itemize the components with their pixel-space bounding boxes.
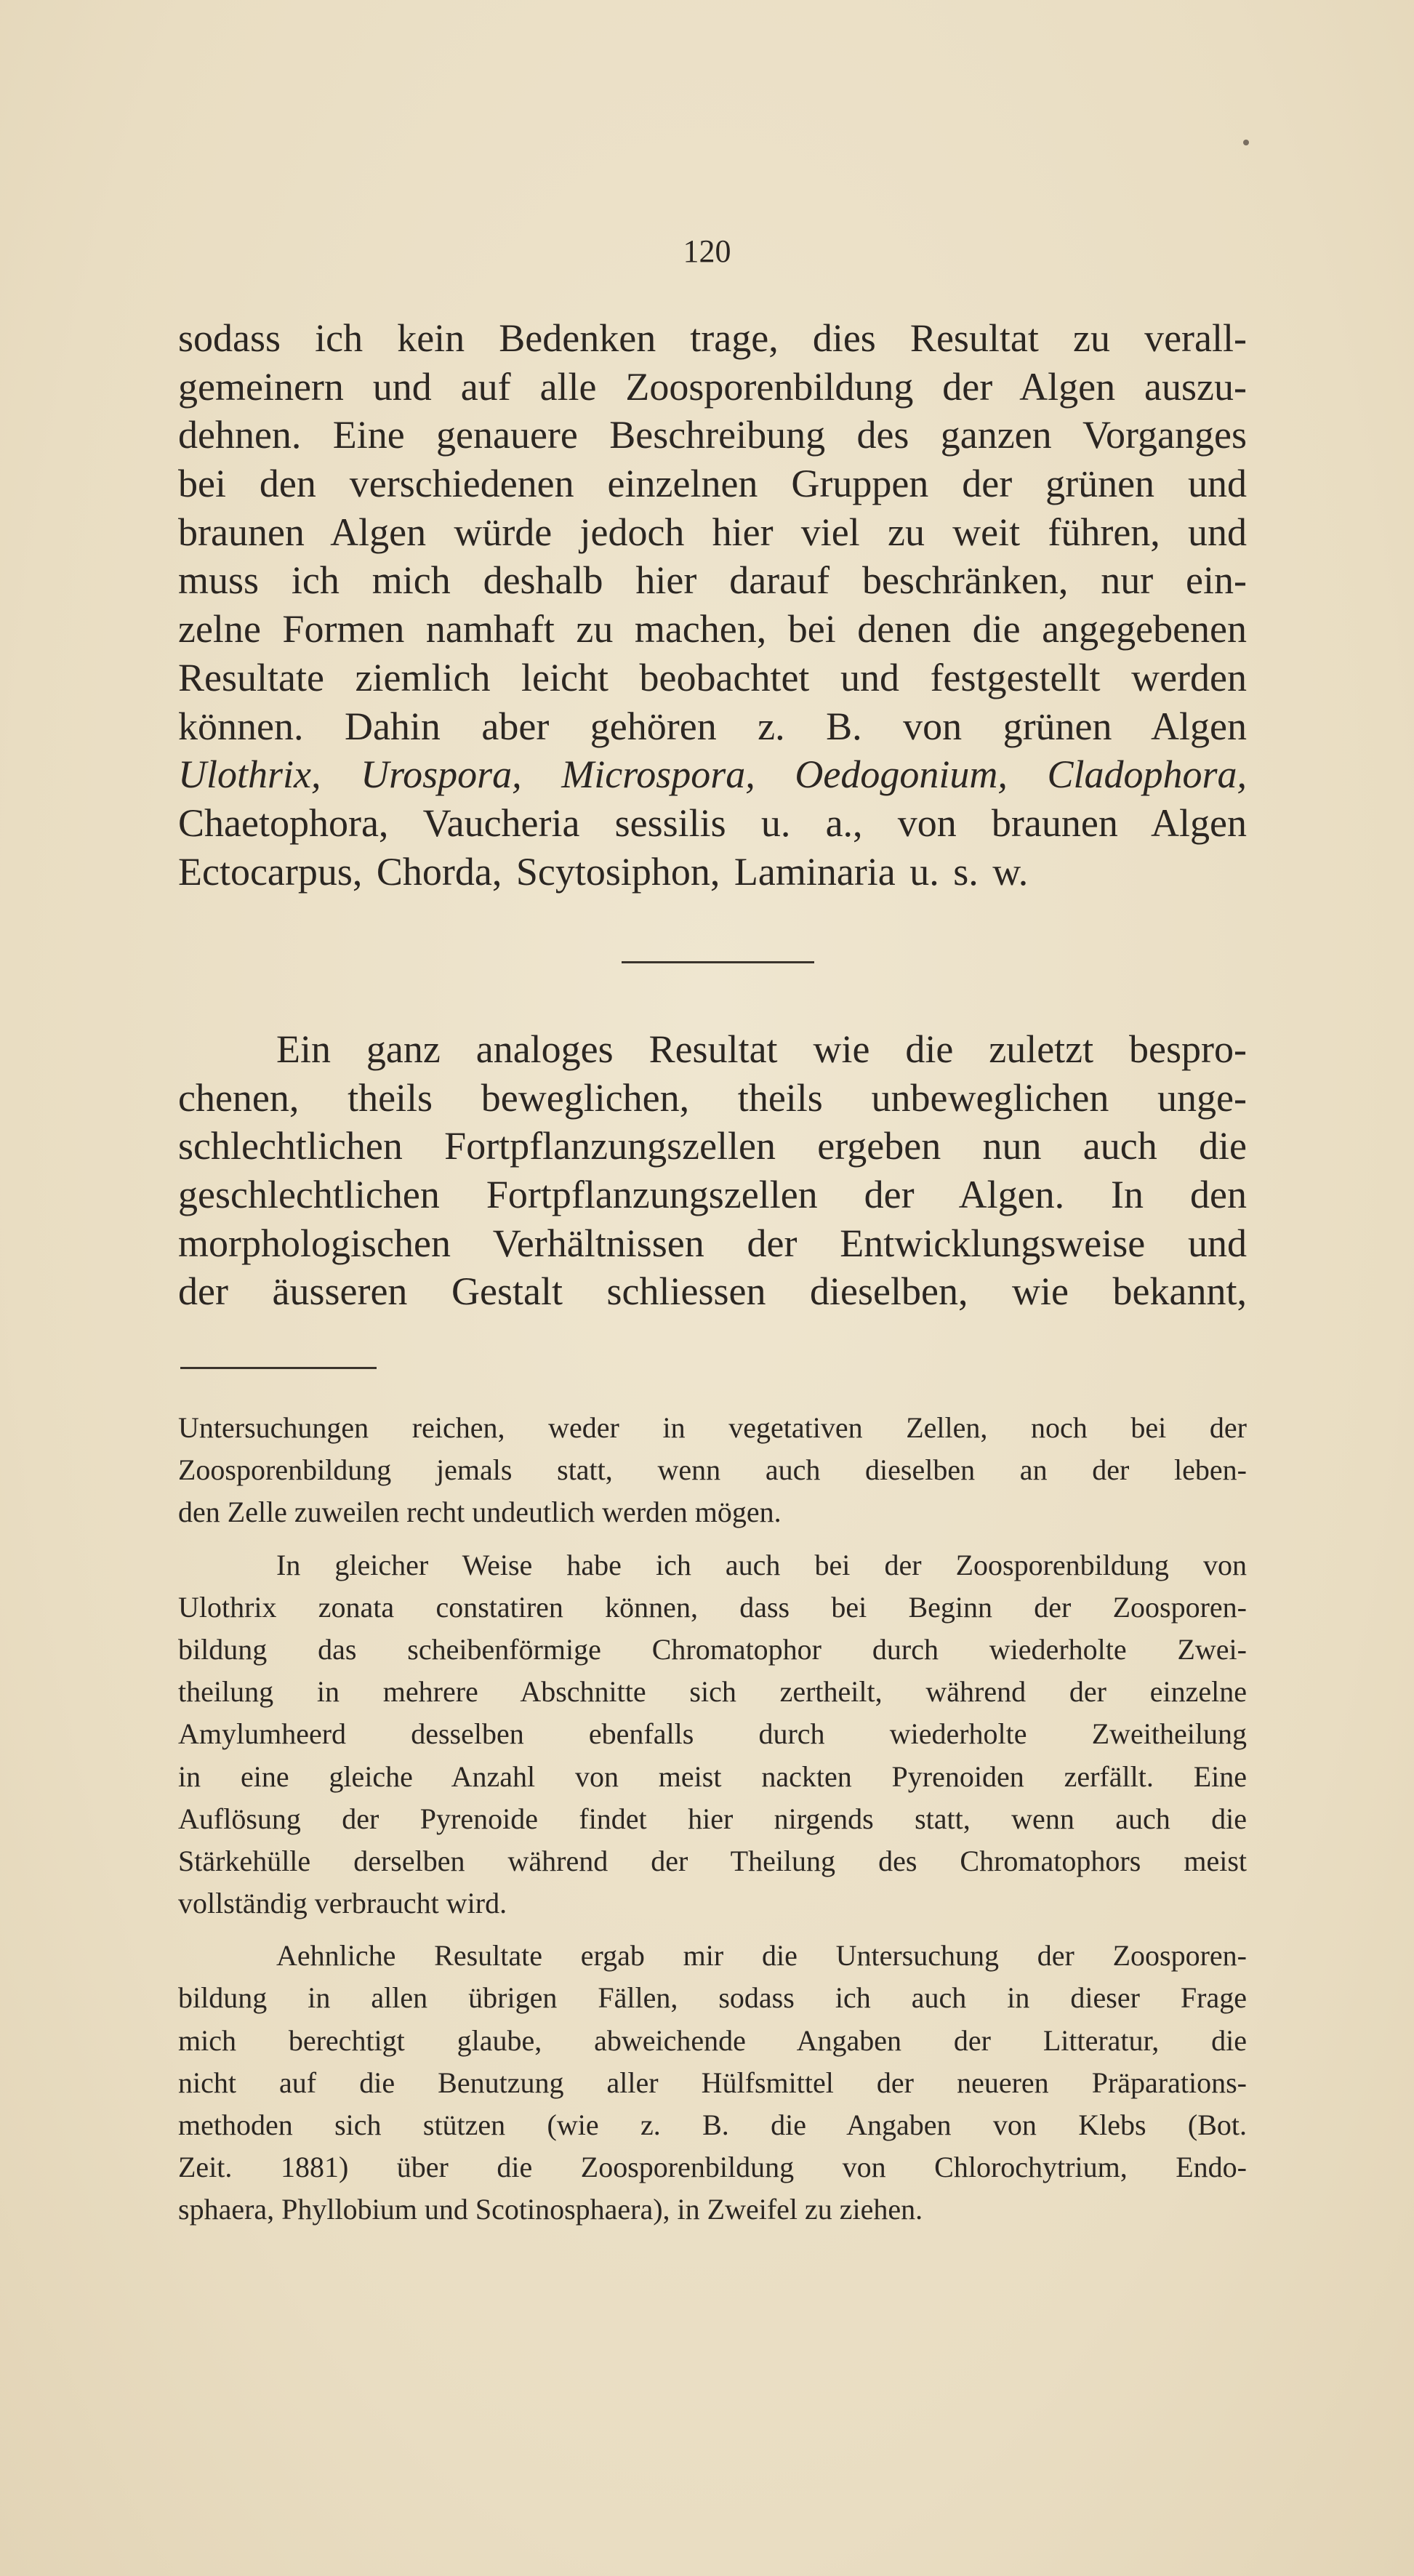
text-line: gemeinern und auf alle Zoosporenbildung der Algen auszu- [178, 364, 1247, 409]
footnote-line: In gleicher Weise habe ich auch bei der Zoosporenbildung von [276, 1548, 1247, 1581]
text-line: Chaetophora, Vaucheria sessilis u. a., von braunen Algen [178, 801, 1247, 845]
footnote-line: mich berechtigt glaube, abweichende Angaben der Litteratur, die [178, 2023, 1247, 2057]
footnote-line: sphaera, Phyllobium und Scotinosphaera), in Zweifel zu ziehen. [178, 2193, 923, 2226]
page-number: 120 [683, 233, 731, 269]
text-line: sodass ich kein Bedenken trage, dies Resultat zu verall- [178, 316, 1247, 360]
text-line: schlechtlichen Fortpflanzungszellen ergeben nun auch die [178, 1124, 1247, 1168]
text-line: Ulothrix, Urospora, Microspora, Oedogonium, Cladophora, [178, 753, 1247, 797]
footnote-line: den Zelle zuweilen recht undeutlich werden mögen. [178, 1496, 782, 1529]
footnote-line: vollständig verbraucht wird. [178, 1887, 507, 1920]
text-line: dehnen. Eine genauere Beschreibung des ganzen Vorganges [178, 413, 1247, 457]
footnote-line: Zoosporenbildung jemals statt, wenn auch dieselben an der leben- [178, 1453, 1247, 1487]
text-line: Ein ganz analoges Resultat wie die zuletzt bespro- [276, 1027, 1247, 1071]
text-line: muss ich mich deshalb hier darauf beschränken, nur ein- [178, 558, 1247, 603]
footnote-line: Ulothrix zonata constatiren können, dass bei Beginn der Zoosporen- [178, 1590, 1247, 1624]
footnote-line: theilung in mehrere Abschnitte sich zertheilt, während der einzelne [178, 1675, 1247, 1709]
footnote-line: bildung das scheibenförmige Chromatophor durch wiederholte Zwei- [178, 1632, 1247, 1666]
footnote-line: nicht auf die Benutzung aller Hülfsmittel der neueren Präparations- [178, 2066, 1247, 2099]
paragraph-1 [178, 314, 1247, 896]
page-speck [1243, 140, 1249, 145]
text-line: bei den verschiedenen einzelnen Gruppen der grünen und [178, 462, 1247, 506]
text-line: morphologischen Verhältnissen der Entwicklungsweise und [178, 1221, 1247, 1265]
footnote-line: methoden sich stützen (wie z. B. die Angaben von Klebs (Bot. [178, 2108, 1247, 2141]
text-line: Resultate ziemlich leicht beobachtet und festgestellt werden [178, 655, 1247, 699]
text-line: können. Dahin aber gehören z. B. von grünen Algen [178, 704, 1247, 748]
paragraph-2 [178, 1025, 1247, 1316]
footnote-line: Amylumheerd desselben ebenfalls durch wiederholte Zweitheilung [178, 1717, 1247, 1751]
text-line: braunen Algen würde jedoch hier viel zu weit führen, und [178, 510, 1247, 554]
footnote-line: Auflösung der Pyrenoide findet hier nirgends statt, wenn auch die [178, 1802, 1247, 1835]
footnote-line: Zeit. 1881) über die Zoosporenbildung von Chlorochytrium, Endo- [178, 2151, 1247, 2184]
text-line: der äusseren Gestalt schliessen dieselben, wie bekannt, [178, 1269, 1247, 1314]
text-line: geschlechtlichen Fortpflanzungszellen der Algen. In den [178, 1173, 1247, 1217]
footnote-line: bildung in allen übrigen Fällen, sodass ich auch in dieser Frage [178, 1981, 1247, 2015]
footnote-rule [180, 1367, 377, 1369]
footnote-line: in eine gleiche Anzahl von meist nackten Pyrenoiden zerfällt. Eine [178, 1760, 1247, 1793]
footnote-line: Stärkehülle derselben während der Theilung des Chromatophors meist [178, 1844, 1247, 1877]
text-line: chenen, theils beweglichen, theils unbeweglichen unge- [178, 1075, 1247, 1120]
text-line: Ectocarpus, Chorda, Scytosiphon, Laminaria u. s. w. [178, 849, 1029, 894]
footnote-line: Untersuchungen reichen, weder in vegetativen Zellen, noch bei der [178, 1411, 1247, 1444]
footnote [178, 1407, 1247, 2231]
footnote-line: Aehnliche Resultate ergab mir die Untersuchung der Zoosporen- [276, 1939, 1247, 1973]
text-line: zelne Formen namhaft zu machen, bei denen die angegebenen [178, 607, 1247, 651]
section-divider [622, 961, 814, 963]
